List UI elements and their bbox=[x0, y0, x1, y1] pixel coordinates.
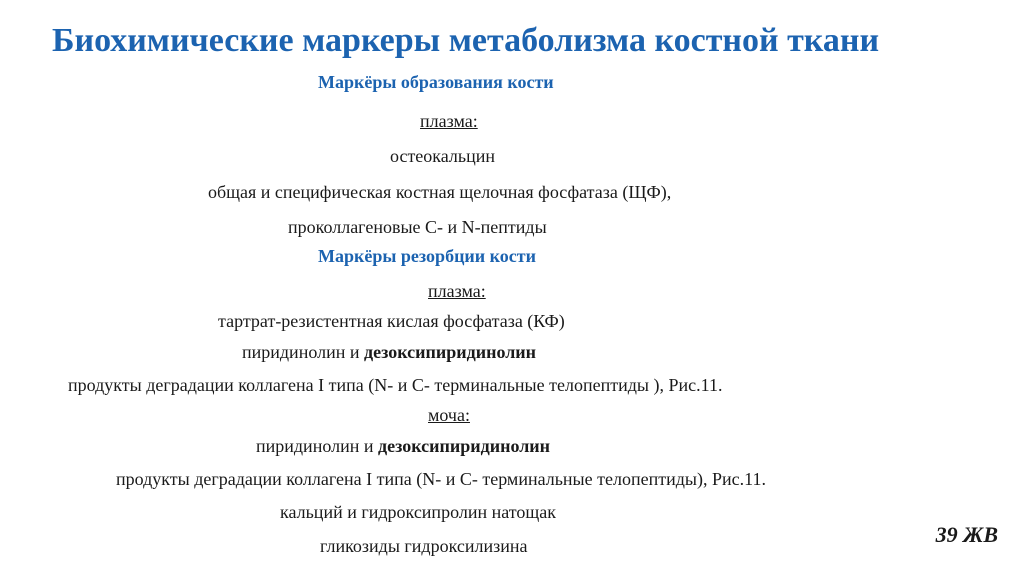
plain-text: пиридинолин и bbox=[256, 436, 378, 456]
formation-plasma-label: плазма: bbox=[420, 111, 478, 131]
resorption-heading: Маркёры резорбции кости bbox=[318, 246, 537, 266]
plain-text: пиридинолин и bbox=[242, 342, 364, 362]
formation-heading: Маркёры образования кости bbox=[318, 72, 554, 92]
resorption-urine-item: продукты деградации коллагена I типа (N- и С- терминальные телопептиды), Рис.11. bbox=[116, 469, 766, 489]
bold-term: дезоксипиридинолин bbox=[363, 342, 537, 362]
formation-item: остеокальцин bbox=[390, 146, 496, 166]
resorption-urine-item: кальций и гидроксипролин натощак bbox=[280, 502, 556, 522]
resorption-plasma-label: плазма: bbox=[428, 281, 486, 301]
bold-term: дезоксипиридинолин bbox=[377, 436, 551, 456]
resorption-plasma-item: продукты деградации коллагена I типа (N- и С- терминальные телопептиды ), Рис.11. bbox=[68, 375, 723, 395]
resorption-plasma-item bbox=[242, 343, 536, 361]
resorption-plasma-item: тартрат-резистентная кислая фосфатаза (КФ) bbox=[218, 311, 565, 331]
resorption-urine-item: гликозиды гидроксилизина bbox=[320, 536, 528, 556]
resorption-urine-label: моча: bbox=[428, 405, 470, 425]
slide-footnote: 39 ЖВ bbox=[935, 522, 998, 547]
slide-title: Биохимические маркеры метаболизма костной ткани bbox=[52, 22, 880, 59]
formation-item: общая и специфическая костная щелочная фосфатаза (ЩФ), bbox=[208, 182, 672, 202]
resorption-urine-item bbox=[256, 437, 550, 455]
formation-item: проколлагеновые С- и N-пептиды bbox=[288, 217, 547, 237]
